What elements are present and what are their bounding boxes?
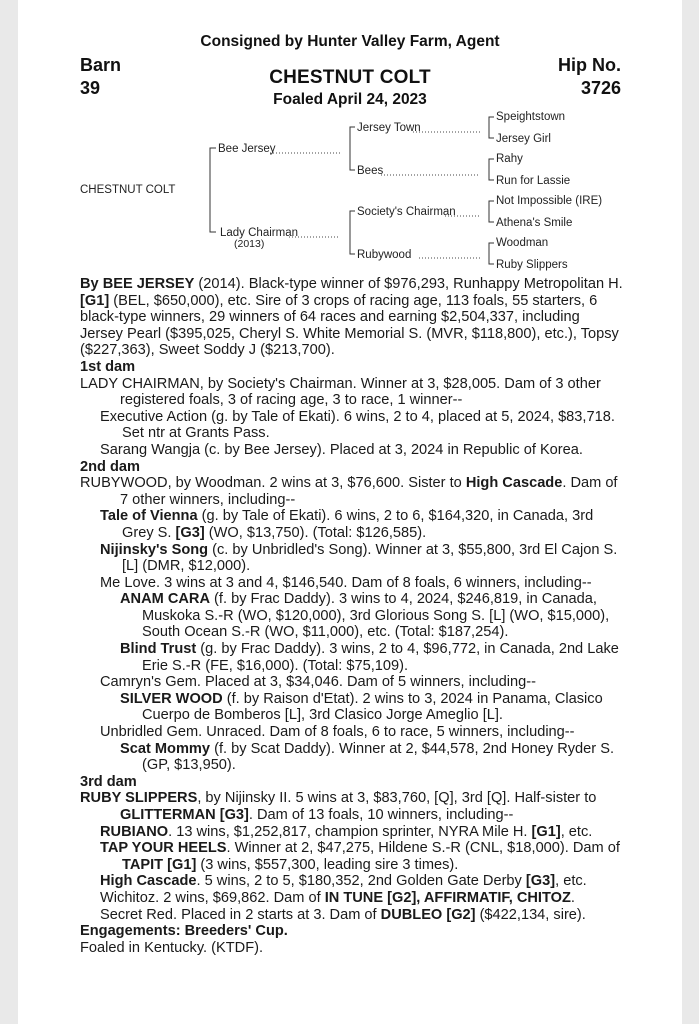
third-dam-foal: RUBIANO. 13 wins, $1,252,817, champion sprinter, NYRA Mile H. [G1], etc. [100,823,593,840]
pedigree-g8: Ruby Slippers [496,259,568,271]
third-dam-foal: Wichitoz. 2 wins, $69,862. Dam of IN TUNE [G2], AFFIRMATIF, CHITOZ. [100,889,575,906]
consignor-line: Consigned by Hunter Valley Farm, Agent [200,33,500,50]
sire-paragraph: By BEE JERSEY (2014). Black-type winner of $976,293, Runhappy Metropolitan H. [G1] (BEL, $650,000), etc. Sire of 3 crops of racing age, 113 foals, 55 starters, 6 black-type winners, 29 winners of 64 races and earning $2,504,337, including Jersey Pearl ($395,025, Cheryl S. White Memorial S. (MVR, $118,800), etc.), Topsy ($227,363), Sweet Soddy J ($213,700). [80,276,623,359]
third-dam-heading: 3rd dam [80,773,137,790]
third-dam-paragraph: RUBY SLIPPERS, by Nijinsky II. 5 wins at 3, $83,760, [Q], 3rd [Q]. Half-sister to GLITTERMAN [G3]. Dam of 13 foals, 10 winners, including-- [80,790,597,823]
first-dam-paragraph: LADY CHAIRMAN, by Society's Chairman. Winner at 3, $28,005. Dam of 3 other registered foals, 3 of racing age, 3 to race, 1 winner-- [80,375,601,409]
second-dam-grandfoal: ANAM CARA (f. by Frac Daddy). 3 wins to 4, 2024, $246,819, in Canada, Muskoka S.-R (WO, $120,000), 3rd Glorious Song S. [L] (WO, $15,000), South Ocean S.-R (WO, $11,000), etc. (Total: $187,254). [120,591,610,641]
pedigree-sire-sire: Jersey Town [357,122,421,134]
second-dam-foal: Me Love. 3 wins at 3 and 4, $146,540. Dam of 8 foals, 6 winners, including-- [100,574,592,591]
third-dam-foal: TAP YOUR HEELS. Winner at 2, $47,275, Hildene S.-R (CNL, $18,000). Dam of TAPIT [G1] (3 wins, $557,300, leading sire 3 times). [100,840,620,873]
catalog-body [80,276,624,956]
second-dam-grandfoal: Blind Trust (g. by Frac Daddy). 3 wins, 2 to 4, $96,772, in Canada, 2nd Lake Erie S.-R (FE, $16,000). (Total: $75,109). [120,641,619,674]
third-dam-foal: High Cascade. 5 wins, 2 to 5, $180,352, 2nd Golden Gate Derby [G3], etc. [100,873,587,890]
pedigree-lines [18,0,682,276]
second-dam-foal: Unbridled Gem. Unraced. Dam of 8 foals, 6 to race, 5 winners, including-- [100,724,575,741]
first-dam-foal: Sarang Wangja (c. by Bee Jersey). Placed at 3, 2024 in Republic of Korea. [100,441,583,458]
foaled-in: Foaled in Kentucky. (KTDF). [80,939,264,956]
pedigree-g7: Woodman [496,237,549,249]
pedigree-dam-year: (2013) [234,238,265,250]
pedigree-sire: Bee Jersey [218,143,276,155]
second-dam-heading: 2nd dam [80,458,141,475]
second-dam-paragraph: RUBYWOOD, by Woodman. 2 wins at 3, $76,600. Sister to High Cascade. Dam of 7 other winners, including-- [80,475,618,508]
foaled-date: Foaled April 24, 2023 [273,91,427,108]
barn-label: Barn [80,55,122,75]
third-dam-foal: Secret Red. Placed in 2 starts at 3. Dam of DUBLEO [G2] ($422,134, sire). [100,906,586,923]
hip-label: Hip No. [558,55,621,75]
pedigree-g3: Rahy [496,153,523,165]
pedigree-dam: Lady Chairman [220,227,298,239]
horse-title: CHESTNUT COLT [269,67,431,88]
hip-number: 3726 [580,78,621,98]
second-dam-foal: Camryn's Gem. Placed at 3, $34,046. Dam of 5 winners, including-- [100,674,536,691]
sire-name: By BEE JERSEY [80,276,195,292]
pedigree-dam-dam: Rubywood [357,249,412,261]
pedigree-g1: Speightstown [496,111,566,123]
pedigree-g5: Not Impossible (IRE) [496,195,603,207]
second-dam-foal: Nijinsky's Song (c. by Unbridled's Song). Winner at 3, $55,800, 3rd El Cajon S. [L] (DMR, $12,000). [100,541,618,575]
pedigree-g4: Run for Lassie [496,175,571,187]
first-dam-heading: 1st dam [80,358,136,375]
catalog-page [18,0,682,1024]
pedigree-dam-sire: Society's Chairman [357,206,456,218]
barn-number: 39 [80,78,101,98]
second-dam-foal: Tale of Vienna (g. by Tale of Ekati). 6 wins, 2 to 6, $164,320, in Canada, 3rd Grey S. [G3] (WO, $13,750). (Total: $126,585). [100,508,594,541]
pedigree-g6: Athena's Smile [496,217,573,229]
pedigree-sire-dam: Bees [357,165,384,177]
pedigree-g2: Jersey Girl [496,133,551,145]
second-dam-grandfoal: SILVER WOOD (f. by Raison d'Etat). 2 wins to 3, 2024 in Panama, Clasico Cuerpo de Bomberos [L], 3rd Clasico Jorge Ameglio [L]. [120,690,603,724]
pedigree-subject: CHESTNUT COLT [80,184,176,196]
first-dam-foal: Executive Action (g. by Tale of Ekati). 6 wins, 2 to 4, placed at 5, 2024, $83,718. Set ntr at Grants Pass. [100,408,615,442]
second-dam-grandfoal: Scat Mommy (f. by Scat Daddy). Winner at 2, $44,578, 2nd Honey Ryder S. (GP, $13,950). [120,740,614,774]
engagements: Engagements: Breeders' Cup. [80,923,288,940]
sire-grade: [G1] [80,292,110,309]
